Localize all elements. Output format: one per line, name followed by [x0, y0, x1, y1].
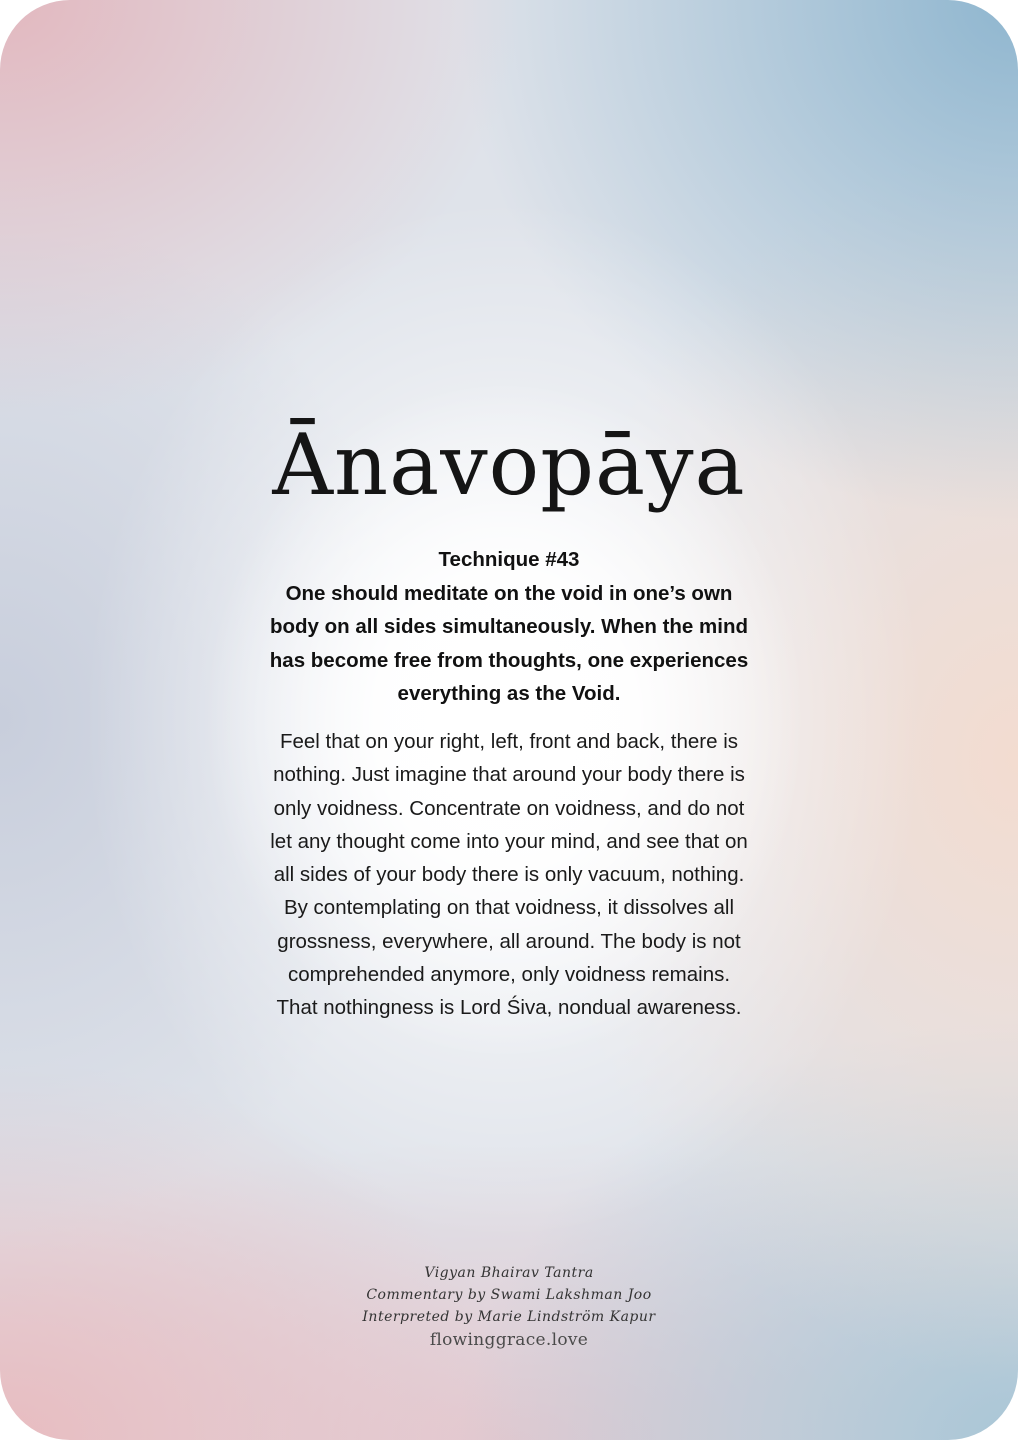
commentary-line: Feel that on your right, left, front and back, there is: [279, 730, 739, 753]
website-link[interactable]: flowinggrace.love: [429, 1330, 589, 1350]
sutra-line: body on all sides simultaneously. When the mind: [269, 615, 749, 638]
credit-interpretation: Interpreted by Marie Lindström Kapur: [362, 1309, 656, 1325]
commentary-line: grossness, everywhere, all around. The body is not: [277, 929, 741, 953]
credit-source: Vigyan Bhairav Tantra: [424, 1265, 594, 1281]
commentary-line: That nothingness is Lord Śiva, nondual awareness.: [276, 996, 742, 1020]
technique-block: [200, 543, 818, 711]
technique-number: Technique #43: [438, 548, 580, 571]
sutra-line: everything as the Void.: [397, 682, 621, 705]
commentary-line: let any thought come into your mind, and see that on: [270, 829, 748, 853]
sutra-line: has become free from thoughts, one experiences: [269, 648, 749, 672]
page-title: Ānavopāya: [272, 416, 746, 514]
commentary-line: comprehended anymore, only voidness remains.: [287, 963, 731, 987]
commentary-line: nothing. Just imagine that around your body there is: [273, 763, 745, 787]
commentary-line: all sides of your body there is only vacuum, nothing.: [273, 863, 745, 887]
commentary-block: [200, 725, 818, 1025]
commentary-line: only voidness. Concentrate on voidness, and do not: [273, 796, 745, 820]
credits-block: [0, 1262, 1018, 1328]
credit-commentary: Commentary by Swami Lakshman Joo: [366, 1287, 652, 1303]
sutra-line: One should meditate on the void in one’s own: [285, 581, 733, 605]
commentary-line: By contemplating on that voidness, it dissolves all: [283, 896, 735, 920]
